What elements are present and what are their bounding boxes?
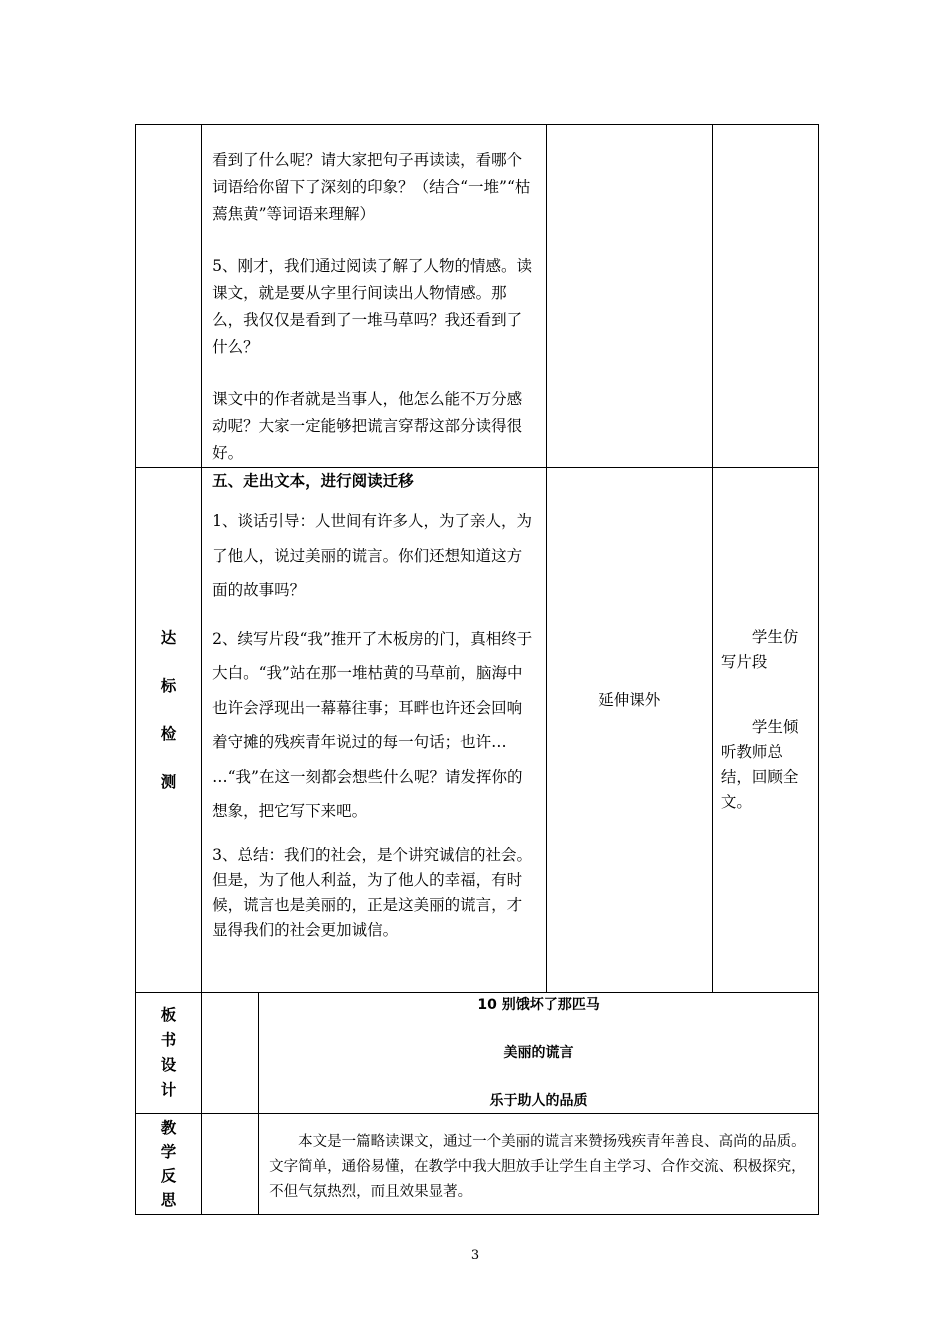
content-paragraph: 2、续写片段“我”推开了木板房的门，真相终于大白。“我”站在那一堆枯黄的马草前，脑海中也许会浮现出一幕幕往事；耳畔也许还会回响着守摊的残疾青年说过的每一句话；也许… …“我”在这一刻都会想些什么呢？请发挥你的想象，把它写下来吧。	[212, 629, 533, 820]
board-spacer	[202, 993, 259, 1113]
label-char: 学	[160, 1143, 177, 1161]
content-paragraph: 课文中的作者就是当事人，他怎么能不万分感动呢？大家一定能够把谎言穿帮这部分读得很好。	[212, 390, 523, 462]
label-char: 反	[160, 1167, 177, 1185]
student-activity-cell	[712, 125, 818, 468]
teaching-content-cell	[202, 125, 547, 468]
student-activity-text: 学生倾听教师总结，回顾全文。	[720, 718, 799, 811]
board-design-cell	[202, 993, 819, 1114]
board-title: 10 别饿坏了那匹马	[477, 997, 600, 1013]
reflection-cell	[202, 1114, 819, 1215]
section-heading: 五、走出文本，进行阅读迁移	[212, 471, 414, 490]
label-char: 标	[160, 677, 177, 695]
table-row-board-design	[136, 993, 819, 1114]
label-char: 测	[160, 773, 177, 791]
row-label-board-design	[136, 993, 202, 1114]
student-activity-text: 学生仿写片段	[720, 628, 799, 671]
reflection-text: 本文是一篇略读课文，通过一个美丽的谎言来赞扬残疾青年善良、高尚的品质。文字简单，通俗易懂，在教学中我大胆放手让学生自主学习、合作交流、积极探究，不但气氛热烈，而且效果显著。	[269, 1134, 806, 1200]
design-intent-cell	[546, 125, 712, 468]
content-paragraph: 1、谈话引导：人世间有许多人，为了亲人，为了他人，说过美丽的谎言。你们还想知道这方面的故事吗？	[212, 512, 532, 599]
row-label-reflection	[136, 1114, 202, 1215]
row-label-assessment	[136, 468, 202, 993]
board-line: 乐于助人的品质	[489, 1093, 588, 1109]
lesson-plan-table	[135, 124, 819, 1215]
label-char: 达	[160, 629, 177, 647]
table-row-continuation	[136, 125, 819, 468]
student-activity-cell	[712, 468, 818, 993]
label-char: 思	[160, 1191, 177, 1209]
reflection-spacer	[202, 1114, 259, 1214]
table-row-reflection	[136, 1114, 819, 1215]
row-label-cell	[136, 125, 202, 468]
label-char: 检	[160, 725, 177, 743]
label-char: 板	[160, 1006, 177, 1024]
board-line: 美丽的谎言	[503, 1045, 574, 1061]
board-content	[259, 993, 818, 1113]
reflection-content	[259, 1114, 818, 1214]
table-row-assessment	[136, 468, 819, 993]
content-paragraph: 5、刚才，我们通过阅读了解了人物的情感。读课文，就是要从字里行间读出人物情感。那么，我仅仅是看到了一堆马草吗？我还看到了什么？	[212, 257, 532, 356]
design-intent-cell	[546, 468, 712, 993]
label-char: 教	[160, 1119, 177, 1137]
design-intent-text: 延伸课外	[598, 690, 661, 709]
label-char: 设	[160, 1056, 177, 1074]
page-number: 3	[470, 1248, 480, 1263]
content-paragraph: 3、总结：我们的社会，是个讲究诚信的社会。但是，为了他人利益，为了他人的幸福，有时候，谎言也是美丽的，正是这美丽的谎言，才显得我们的社会更加诚信。	[212, 845, 532, 939]
content-paragraph: 看到了什么呢？请大家把句子再读读，看哪个词语给你留下了深刻的印象？（结合“一堆”“枯蔫焦黄”等词语来理解）	[212, 151, 531, 223]
teaching-content-cell	[202, 468, 547, 993]
label-char: 计	[160, 1081, 177, 1099]
label-char: 书	[160, 1031, 177, 1049]
